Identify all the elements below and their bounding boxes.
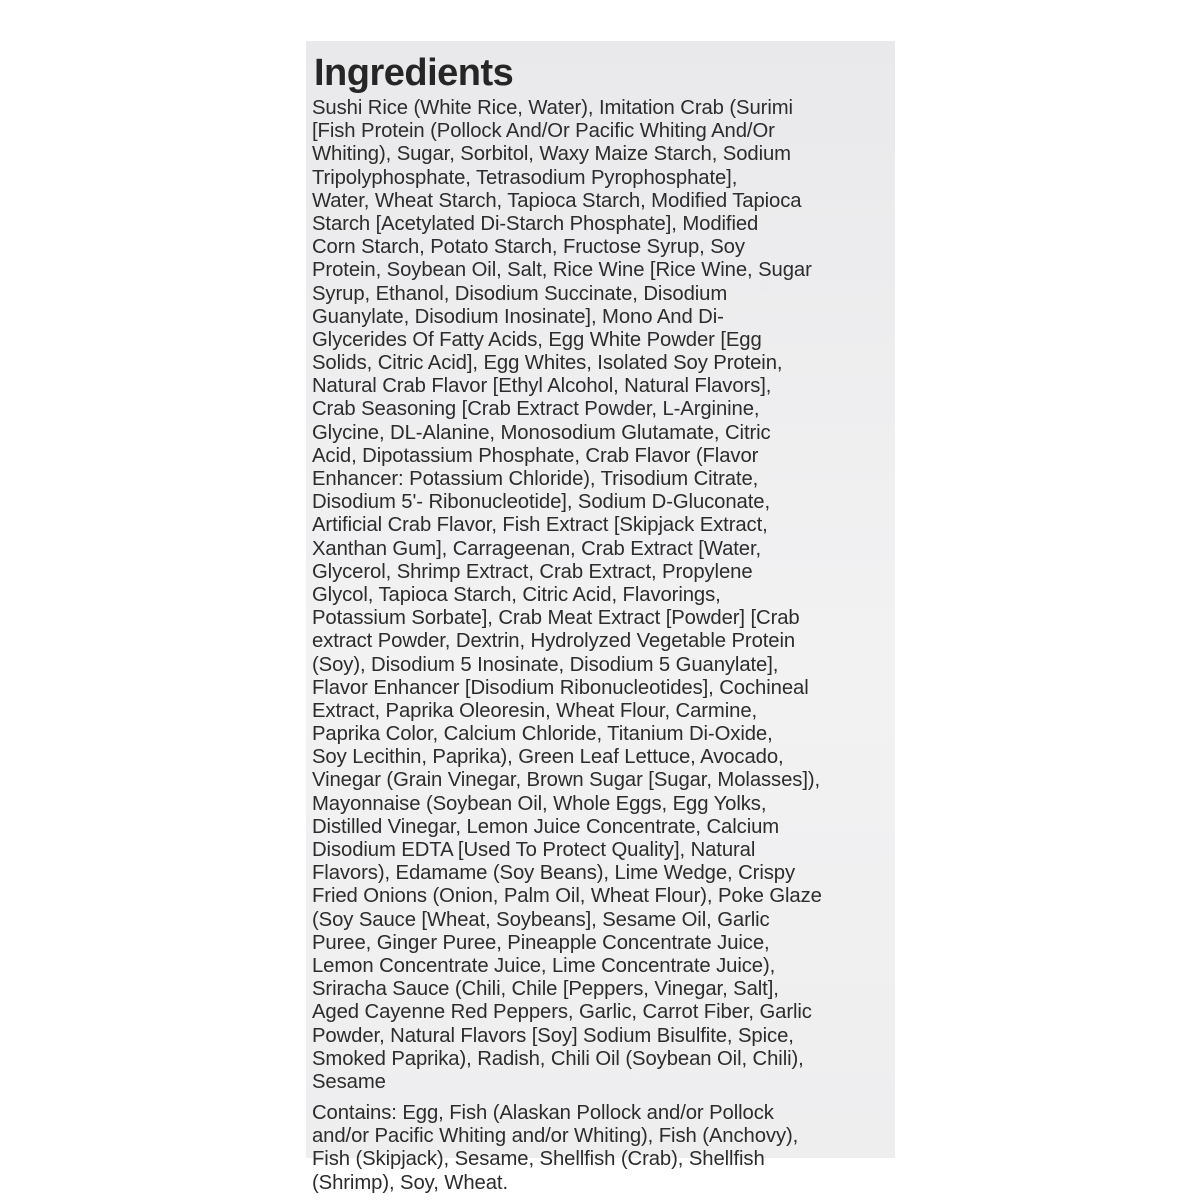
ingredient-line: (Soy Sauce [Wheat, Soybeans], Sesame Oil, Garlic — [312, 907, 770, 931]
ingredient-line: Glycerol, Shrimp Extract, Crab Extract, Propylene — [312, 559, 753, 583]
ingredient-line: Natural Crab Flavor [Ethyl Alcohol, Natural Flavors], — [312, 374, 772, 398]
ingredient-line: Vinegar (Grain Vinegar, Brown Sugar [Sugar, Molasses]), — [312, 768, 821, 792]
ingredient-line: Sushi Rice (White Rice, Water), Imitation Crab (Surimi — [312, 96, 793, 119]
ingredient-line: Protein, Soybean Oil, Salt, Rice Wine [Rice Wine, Sugar — [312, 258, 812, 282]
ingredient-line: Potassium Sorbate], Crab Meat Extract [Powder] [Crab — [312, 606, 800, 630]
ingredient-line: Lemon Concentrate Juice, Lime Concentrate Juice), — [312, 953, 776, 977]
ingredients-heading: Ingredients — [314, 52, 514, 94]
ingredients-label-panel — [306, 41, 895, 1194]
ingredient-line: Flavor Enhancer [Disodium Ribonucleotides], Cochineal — [312, 675, 809, 699]
ingredient-line: Paprika Color, Calcium Chloride, Titanium Di-Oxide, — [312, 722, 773, 746]
ingredient-line: Aged Cayenne Red Peppers, Garlic, Carrot Fiber, Garlic — [312, 1000, 812, 1024]
ingredient-line: Fried Onions (Onion, Palm Oil, Wheat Flour), Poke Glaze — [312, 884, 822, 908]
section-gap — [312, 1093, 892, 1101]
allergen-line: Fish (Skipjack), Sesame, Shellfish (Crab), Shellfish — [312, 1147, 765, 1171]
ingredient-line: (Soy), Disodium 5 Inosinate, Disodium 5 Guanylate], — [312, 652, 779, 676]
ingredient-line: Puree, Ginger Puree, Pineapple Concentrate Juice, — [312, 930, 770, 954]
ingredient-line: Distilled Vinegar, Lemon Juice Concentrate, Calcium — [312, 814, 780, 838]
ingredient-line: Solids, Citric Acid], Egg Whites, Isolated Soy Protein, — [312, 351, 783, 375]
ingredient-line: Powder, Natural Flavors [Soy] Sodium Bisulfite, Spice, — [312, 1023, 794, 1047]
ingredient-line: Acid, Dipotassium Phosphate, Crab Flavor (Flavor — [312, 443, 759, 467]
ingredient-line: Water, Wheat Starch, Tapioca Starch, Modified Tapioca — [312, 188, 802, 212]
ingredient-line: Glycine, DL-Alanine, Monosodium Glutamate, Citric — [312, 420, 771, 444]
allergen-line: Contains: Egg, Fish (Alaskan Pollock and/or Pollock — [312, 1101, 774, 1125]
ingredient-line: Enhancer: Potassium Chloride), Trisodium Citrate, — [312, 467, 759, 490]
ingredient-line: Crab Seasoning [Crab Extract Powder, L-Arginine, — [312, 397, 760, 421]
ingredient-line: [Fish Protein (Pollock And/Or Pacific Whiting And/Or — [312, 119, 775, 143]
ingredient-line: Tripolyphosphate, Tetrasodium Pyrophosphate], — [312, 165, 738, 189]
ingredient-line: Glycerides Of Fatty Acids, Egg White Powder [Egg — [312, 327, 762, 351]
ingredient-line: Corn Starch, Potato Starch, Fructose Syrup, Soy — [312, 235, 745, 259]
ingredient-line: Disodium 5'- Ribonucleotide], Sodium D-Gluconate, — [312, 490, 771, 514]
ingredient-line: extract Powder, Dextrin, Hydrolyzed Vegetable Protein — [312, 629, 796, 653]
ingredient-line: Extract, Paprika Oleoresin, Wheat Flour, Carmine, — [312, 698, 758, 722]
ingredient-line: Whiting), Sugar, Sorbitol, Waxy Maize Starch, Sodium — [312, 142, 791, 166]
ingredient-line: Disodium EDTA [Used To Protect Quality], Natural — [312, 838, 756, 861]
allergen-line: (Shrimp), Soy, Wheat. — [312, 1170, 508, 1194]
ingredient-line: Glycol, Tapioca Starch, Citric Acid, Flavorings, — [312, 582, 721, 606]
ingredient-line: Syrup, Ethanol, Disodium Succinate, Disodium — [312, 281, 728, 305]
ingredient-line: Mayonnaise (Soybean Oil, Whole Eggs, Egg Yolks, — [312, 791, 767, 815]
allergen-line: and/or Pacific Whiting and/or Whiting), Fish (Anchovy), — [312, 1124, 799, 1148]
ingredient-line: Sesame — [312, 1069, 386, 1093]
ingredient-line: Guanylate, Disodium Inosinate], Mono And Di- — [312, 304, 724, 328]
ingredient-line: Soy Lecithin, Paprika), Green Leaf Lettuce, Avocado, — [312, 745, 784, 769]
ingredients-text-block — [312, 96, 892, 1194]
ingredient-line: Artificial Crab Flavor, Fish Extract [Skipjack Extract, — [312, 513, 768, 537]
ingredient-line: Smoked Paprika), Radish, Chili Oil (Soybean Oil, Chili), — [312, 1046, 804, 1070]
ingredient-line: Xanthan Gum], Carrageenan, Crab Extract [Water, — [312, 536, 762, 560]
ingredient-line: Starch [Acetylated Di-Starch Phosphate], Modified — [312, 211, 759, 235]
ingredient-line: Sriracha Sauce (Chili, Chile [Peppers, Vinegar, Salt], — [312, 977, 779, 1001]
ingredient-line: Flavors), Edamame (Soy Beans), Lime Wedge, Crispy — [312, 861, 796, 885]
